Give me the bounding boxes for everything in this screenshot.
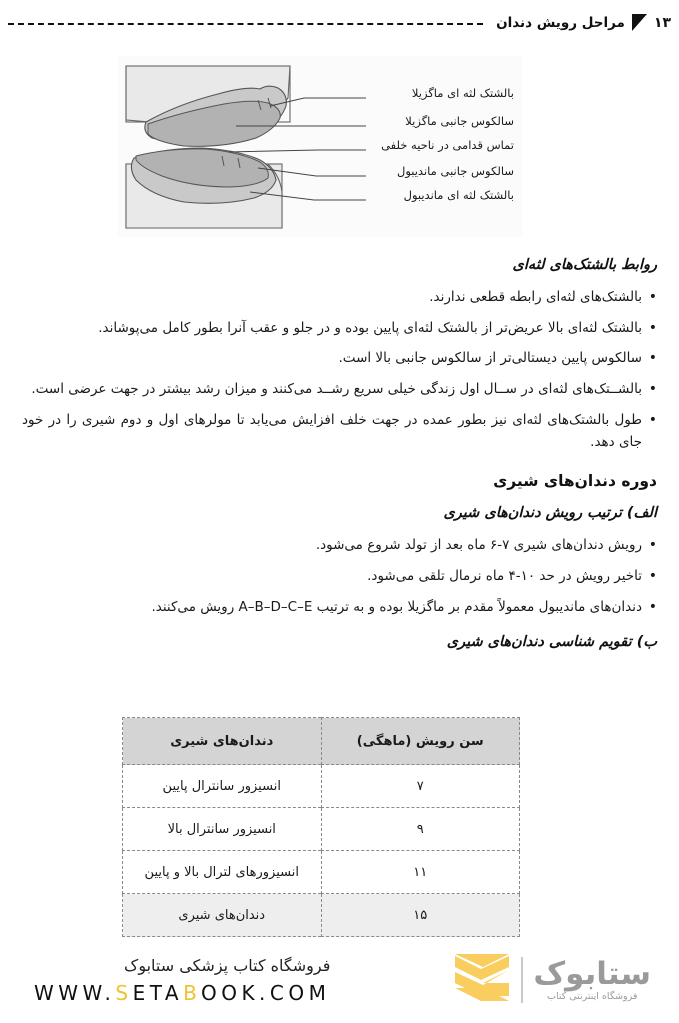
header-dashed-rule [8, 23, 483, 25]
bullet-list-gum-pad-relations [22, 287, 657, 454]
table-body [123, 765, 520, 937]
gum-pad-relationship-diagram [118, 56, 522, 237]
list-item: • بالشتک لثه‌ای بالا عریض‌تر از بالشتک لثه‌ای پایین بوده و در جلو و عقب آنرا بطور کامل می‌پوشاند. [22, 318, 657, 340]
heading-primary-dentition-period: دوره دندان‌های شیری [493, 471, 657, 490]
url-prefix: WWW. [34, 980, 116, 1005]
cell-tooth: دندان‌های شیری [123, 894, 322, 937]
footer-store-info [34, 956, 340, 1005]
heading-primary-chronology: ب) تقویم شناسی دندان‌های شیری [446, 634, 657, 651]
logo-text-block [533, 955, 651, 1002]
triangle-marker-icon [632, 14, 647, 31]
logo-tagline: فروشگاه اینترنتی کتاب [547, 990, 638, 1002]
footer-website-url[interactable] [34, 981, 330, 1005]
table-row [123, 894, 520, 937]
heading-gum-pad-relations: روابط بالشتک‌های لثه‌ای [512, 257, 657, 273]
url-letter-b: B [183, 980, 201, 1005]
setabook-chevron-logo-icon [453, 952, 511, 1008]
list-item: • رویش دندان‌های شیری ۷-۶ ماه بعد از تولد شروع می‌شود. [22, 535, 657, 557]
bullet-list-primary-eruption-order [22, 535, 657, 619]
table-row [123, 851, 520, 894]
page-content [22, 255, 657, 664]
cell-age: ۱۱ [321, 851, 520, 894]
figure-label-maxillary-gum-pad: بالشتک لثه ای ماگزیلا [411, 86, 514, 100]
column-header-primary-teeth: دندان‌های شیری [123, 718, 322, 765]
cell-tooth: انسیزورهای لترال بالا و پایین [123, 851, 322, 894]
table-header-row [123, 718, 520, 765]
table-row [123, 765, 520, 808]
setabook-logo[interactable] [453, 952, 651, 1008]
cell-age: ۱۵ [321, 894, 520, 937]
list-item: • بالشــتک‌های لثه‌ای در ســال اول زندگی خیلی سریع رشــد می‌کنند و میزان رشد بیشتر در جهت عرضی است. [22, 379, 657, 401]
cell-tooth: انسیزور سانترال پایین [123, 765, 322, 808]
figure-label-mandibular-lateral-sulcus: سالکوس جانبی ماندیبول [396, 164, 514, 178]
logo-divider [521, 957, 523, 1003]
url-middle: ETA [132, 980, 184, 1005]
url-letter-s: S [115, 980, 133, 1005]
header-chapter-title: مراحل رویش دندان [496, 15, 625, 31]
list-item: • طول بالشتک‌های لثه‌ای نیز بطور عمده در جهت خلف افزایش می‌یابد تا مولرهای اول و دوم شیری را در خود جای دهد. [22, 410, 657, 454]
figure-label-mandibular-gum-pad: بالشتک لثه ای ماندیبول [403, 188, 514, 202]
page-number: ۱۳ [653, 15, 671, 31]
primary-teeth-chronology-table [122, 717, 520, 937]
table-row [123, 808, 520, 851]
list-item: • دندان‌های ماندیبول معمولاً مقدم بر ماگزیلا بوده و به ترتیب A–B–D–C–E رویش می‌کنند. [22, 597, 657, 619]
list-item: • تاخیر رویش در حد ۱۰-۴ ماه نرمال تلقی می‌شود. [22, 566, 657, 588]
list-item: • بالشتک‌های لثه‌ای رابطه قطعی ندارند. [22, 287, 657, 309]
column-header-eruption-age: سن رویش (ماهگی) [321, 718, 520, 765]
heading-primary-eruption-order: الف) ترتیب رویش دندان‌های شیری [443, 505, 657, 522]
page-header [8, 10, 671, 36]
cell-tooth: انسیزور سانترال بالا [123, 808, 322, 851]
cell-age: ۷ [321, 765, 520, 808]
table-container [122, 717, 520, 937]
footer-store-name: فروشگاه کتاب پزشکی ستابوک [124, 955, 331, 975]
cell-age: ۹ [321, 808, 520, 851]
page-footer [0, 943, 679, 1023]
url-suffix: OOK.COM [200, 980, 331, 1005]
table-head [123, 718, 520, 765]
figure-label-maxillary-lateral-sulcus: سالکوس جانبی ماگزیلا [405, 114, 514, 128]
figure-label-anterior-contact-posterior: تماس قدامی در ناحیه خلفی [381, 138, 514, 152]
list-item: • سالکوس پایین دیستالی‌تر از سالکوس جانبی بالا است. [22, 348, 657, 370]
logo-wordmark: ستابوک [533, 955, 651, 992]
